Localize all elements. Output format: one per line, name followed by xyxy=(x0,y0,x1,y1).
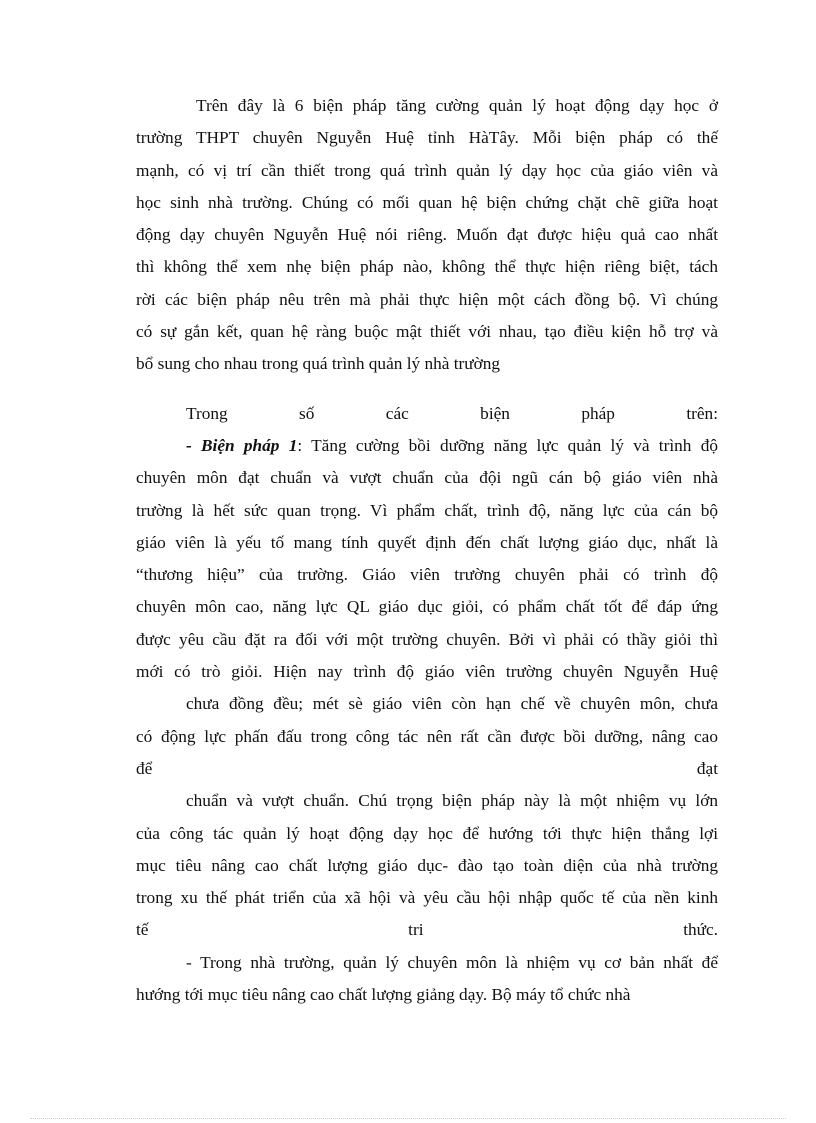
paragraph-management xyxy=(136,947,718,1012)
text-line: chuẩn và vượt chuẩn. Chú trọng biện pháp này là một nhiệm vụ lớn xyxy=(186,791,718,811)
text-line: có động lực phấn đấu trong công tác nên rất cần được bồi dưỡng, nâng cao xyxy=(136,726,718,746)
text-line: giáo viên là yếu tố mang tính quyết định đến chất lượng giáo dục, nhất là xyxy=(136,532,718,552)
text-line: chuyên môn đạt chuẩn và vượt chuẩn của đội ngũ cán bộ giáo viên nhà xyxy=(136,468,718,488)
text-line: tế tri thức. xyxy=(136,920,718,940)
measure-1-label: Biện pháp 1 xyxy=(201,435,298,455)
text-line: trường là hết sức quan trọng. Vì phẩm chất, trình độ, năng lực của cán bộ xyxy=(136,500,718,520)
text-line: thì không thể xem nhẹ biện pháp nào, không thể thực hiện riêng biệt, tách xyxy=(136,257,718,277)
document-body xyxy=(136,90,718,1011)
text-line: rời các biện pháp nêu trên mà phải thực hiện một cách đồng bộ. Vì chúng xyxy=(136,289,718,309)
text-line: hướng tới mục tiêu nâng cao chất lượng giảng dạy. Bộ máy tổ chức nhà xyxy=(136,985,631,1005)
text-line: trường THPT chuyên Nguyễn Huệ tỉnh HàTây. Mỗi biện pháp có thế xyxy=(136,128,718,148)
text-line: mới có trò giỏi. Hiện nay trình độ giáo viên trường chuyên Nguyễn Huệ xyxy=(136,662,718,682)
text-line: trong xu thế phát triển của xã hội và yêu cầu hội nhập quốc tế của nền kinh xyxy=(136,888,718,908)
text-line: được yêu cầu đặt ra đối với một trường chuyên. Bởi vì phải có thầy giỏi thì xyxy=(136,629,718,649)
text-line: Trên đây là 6 biện pháp tăng cường quản lý hoạt động dạy học ở xyxy=(196,96,718,115)
text-line: Trong số các biện pháp trên: xyxy=(186,403,718,423)
dash-prefix: - xyxy=(186,435,202,455)
text-line: mục tiêu nâng cao chất lượng giáo dục- đào tạo toàn diện của nhà trường xyxy=(136,855,718,875)
text-line: “thương hiệu” của trường. Giáo viên trường chuyên phải có trình độ xyxy=(136,565,718,585)
paragraph-measures xyxy=(136,398,718,689)
text-line: của công tác quản lý hoạt động dạy học để hướng tới thực hiện thắng lợi xyxy=(136,823,718,843)
text-line: chưa đồng đều; mét sè giáo viên còn hạn chế về chuyên môn, chưa xyxy=(186,694,718,714)
text-line: mạnh, có vị trí cần thiết trong quá trình quản lý dạy học của giáo viên và xyxy=(136,160,718,180)
text-line: chuyên môn cao, năng lực QL giáo dục giỏi, có phẩm chất tốt để đáp ứng xyxy=(136,597,718,617)
measure-1-text: : Tăng cường bồi dưỡng năng lực quản lý và trình độ xyxy=(297,435,718,455)
text-line: để đạt xyxy=(136,758,718,778)
paragraph-uneven xyxy=(136,688,718,785)
text-line: học sinh nhà trường. Chúng có mối quan hệ biện chứng chặt chẽ giữa hoạt xyxy=(136,192,718,212)
text-line: bổ sung cho nhau trong quá trình quản lý nhà trường xyxy=(136,354,501,374)
paragraph-summary xyxy=(136,90,718,381)
paragraph-standard xyxy=(136,785,718,946)
text-line: có sự gắn kết, quan hệ ràng buộc mật thiết với nhau, tạo điều kiện hỗ trợ và xyxy=(136,322,718,342)
text-line: động dạy chuyên Nguyễn Huệ nói riêng. Muốn đạt được hiệu quả cao nhất xyxy=(136,225,718,245)
text-line: - Trong nhà trường, quản lý chuyên môn là nhiệm vụ cơ bản nhất để xyxy=(186,952,718,972)
page-bottom-divider xyxy=(30,1118,786,1119)
paragraph-spacer xyxy=(136,381,718,398)
measure-1-first-line xyxy=(136,430,718,462)
